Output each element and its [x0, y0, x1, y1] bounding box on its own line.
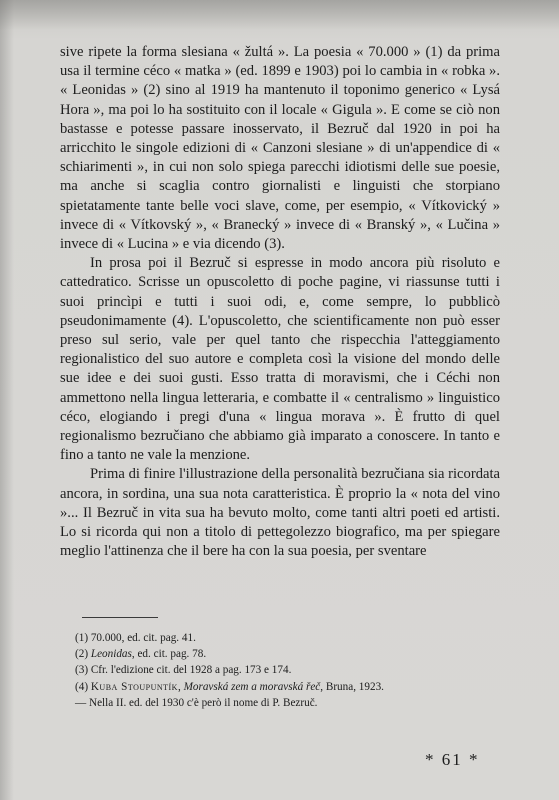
footnote-2-number: (2): [75, 648, 91, 661]
paragraph-3: Prima di finire l'illustrazione della personalità bezručiana sia ricordata ancora, in sordina, una sua nota caratteristica. È proprio la « nota del vino »... Il Bezruč in vita sua ha bevuto molto, come tanti altri poeti ed artisti. Lo si ricorda qui non a titolo di pettegolezzo biografico, ma per spiegare meglio l'attinenza che il bere ha con la sua poesia, per sventare: [60, 466, 500, 560]
footnote-2-title: Leonidas: [90, 648, 132, 661]
footnote-2: [75, 646, 505, 662]
footnote-4-rest: , Bruna, 1923.: [320, 680, 384, 693]
footnote-4-author: Kuba Stoupuntík: [90, 680, 178, 693]
footnote-3: (3) Cfr. l'edizione cit. del 1928 a pag. 173 e 174.: [75, 664, 292, 677]
scan-top-shadow: [0, 0, 559, 30]
footnote-4-separator: ,: [177, 680, 184, 693]
main-text: [60, 43, 500, 561]
footnote-4: [75, 679, 505, 695]
paragraph-2: In prosa poi il Bezruč si espresse in modo ancora più risoluto e cattedratico. Scrisse un opuscoletto di poche pagine, vi riassunse tutti i suoi princìpi e tutti i suoi odi, e, come sempre, lo pubblicò pseudonimamente (4). L'opuscoletto, che scientificamente non può esser preso sul serio, vale per quel tanto che rispecchia l'atteggiamento regionalistico del suo autore e completa così la visione del mondo delle sue idee e dei suoi gusti. Esso tratta di moravismi, che i Céchi non ammettono nella lingua letteraria, e combatte il « centralismo » linguistico céco, elogiando i pregi d'una « lingua morava ». È frutto di quel regionalismo bezručiano che abbiamo già imparato a conoscere. In tanto e fino a tanto ne vale la menzione.: [60, 255, 500, 464]
footnote-2-rest: , ed. cit. pag. 78.: [131, 648, 207, 661]
footnote-4-title: Moravská zem a moravská řeč: [183, 680, 321, 693]
paragraph-1: sive ripete la forma slesiana « žultá ». La poesia « 70.000 » (1) da prima usa il termine céco « matka » (ed. 1899 e 1903) poi lo cambia in « robka ». « Leonidas » (2) sino al 1919 ha mantenuto il toponimo generico « Lysá Hora », ma poi lo ha sostituito con il locale « Gigula ». E come se ciò non bastasse e potesse passare inosservato, il Bezruč dal 1920 in poi ha arricchito le singole edizioni di « Canzoni slesiane » di un'appendice di « schiarimenti », in cui non solo spiega parecchi idiotismi delle sue poesie, ma anche si scaglia contro giornalisti e linguisti che storpiano spietatamente tante belle voci slave, come, per esempio, « Vítkovický » invece di « Vítkovský », « Branecký » invece di « Branský », « Lučina » invece di « Lucina » e via dicendo (3).: [60, 44, 500, 253]
page-number: * 61 *: [425, 750, 480, 769]
footnotes: [75, 630, 505, 711]
footnote-1: (1) 70.000, ed. cit. pag. 41.: [75, 632, 196, 644]
footnote-rule: [82, 617, 158, 618]
footnote-4-number: (4): [75, 680, 91, 693]
footnote-4-continuation: — Nella II. ed. del 1930 c'è però il nome di P. Bezruč.: [75, 696, 318, 709]
scan-left-shadow: [0, 0, 14, 800]
